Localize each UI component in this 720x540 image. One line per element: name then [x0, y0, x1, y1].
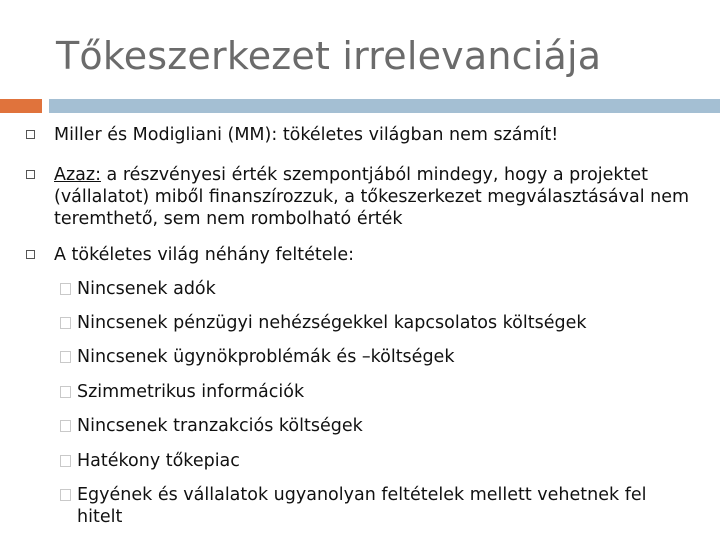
sub-bullet-icon: [60, 386, 71, 398]
bullet-text: A tökéletes világ néhány feltétele:: [54, 245, 355, 265]
condition-text: Nincsenek pénzügyi nehézségekkel kapcsolatos költségek: [77, 313, 587, 333]
condition-item: [60, 278, 680, 300]
bullet-text: : tökéletes világban nem számít!: [271, 125, 559, 145]
sub-bullet-icon: [60, 283, 71, 295]
bullet-text: a részvényesi érték szempontjából mindegy, hogy a projektet (vállalatot) miből finanszírozzuk, a tőkeszerkezet megválasztásával nem teremthető, sem nem rombolható érték: [54, 165, 690, 229]
bullet-square-icon: [26, 170, 35, 179]
bullet-square-icon: [26, 250, 35, 259]
slide-title: Tőkeszerkezet irrelevanciája: [56, 34, 602, 78]
condition-item: [60, 381, 680, 403]
condition-text: Nincsenek adók: [77, 279, 216, 299]
bullet-square-icon: [26, 130, 35, 139]
condition-item: [60, 484, 680, 528]
bullet-lead-text: Miller és Modigliani (MM): [54, 125, 272, 145]
condition-item: [60, 415, 680, 437]
condition-text: Nincsenek ügynökproblémák és –költségek: [77, 347, 455, 367]
bullet-azaz: [54, 164, 694, 230]
sub-bullet-icon: [60, 489, 71, 501]
title-underline-bar: [49, 99, 720, 113]
bullet-miller-modigliani: [54, 124, 694, 146]
sub-bullet-icon: [60, 455, 71, 467]
condition-text: Szimmetrikus információk: [77, 382, 305, 402]
condition-text: Hatékony tőkepiac: [77, 451, 240, 471]
sub-bullet-icon: [60, 351, 71, 363]
bullet-perfect-world: [54, 244, 694, 266]
condition-item: [60, 450, 680, 472]
bullet-lead-text: Azaz:: [54, 165, 101, 185]
condition-text: Egyének és vállalatok ugyanolyan feltételek mellett vehetnek fel hitelt: [77, 485, 647, 527]
condition-item: [60, 346, 680, 368]
sub-bullet-icon: [60, 317, 71, 329]
condition-item: [60, 312, 680, 334]
sub-bullet-icon: [60, 420, 71, 432]
title-accent-bar: [0, 99, 42, 113]
condition-text: Nincsenek tranzakciós költségek: [77, 416, 363, 436]
